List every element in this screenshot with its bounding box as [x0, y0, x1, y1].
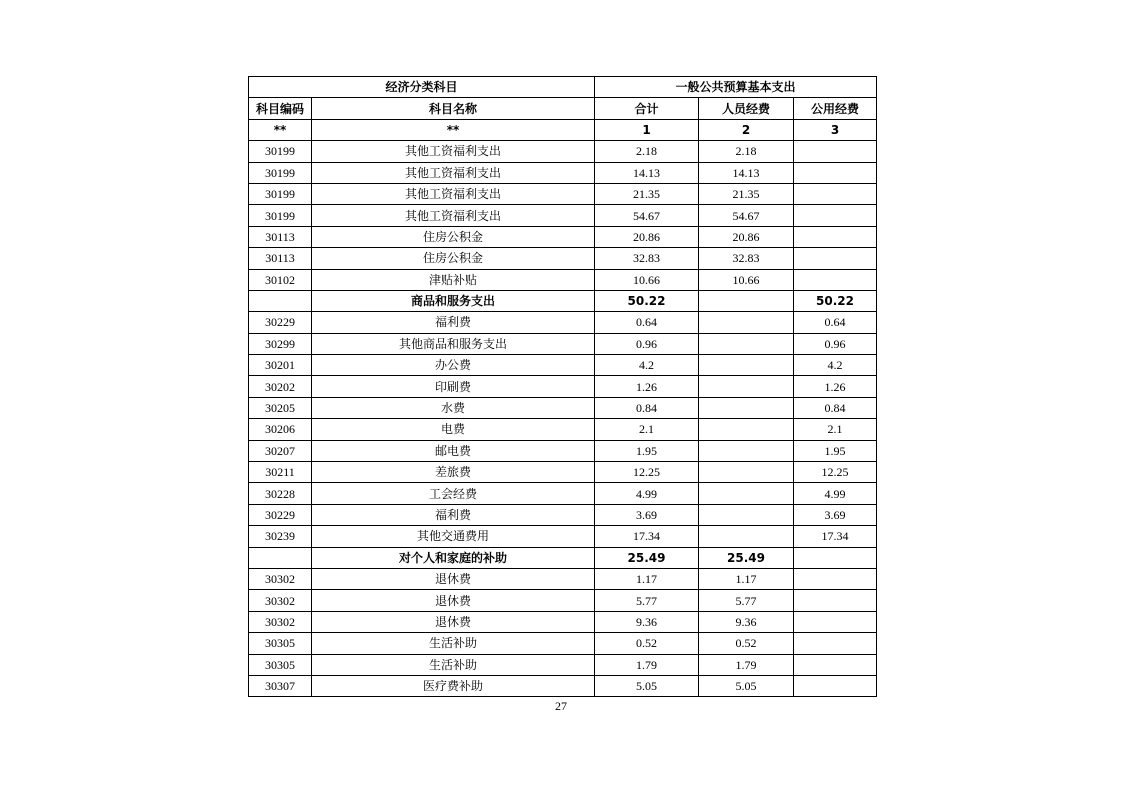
- table-row: [249, 526, 877, 547]
- personnel-cell: 10.66: [699, 269, 794, 290]
- account-code-cell: 30239: [249, 526, 312, 547]
- account-name-cell: 住房公积金: [312, 226, 595, 247]
- total-cell: 21.35: [595, 183, 699, 204]
- personnel-cell: [699, 440, 794, 461]
- account-code-cell: 30305: [249, 654, 312, 675]
- account-code-cell: 30302: [249, 590, 312, 611]
- public-cell: 2.1: [794, 419, 877, 440]
- public-cell: 1.95: [794, 440, 877, 461]
- table-row: [249, 633, 877, 654]
- account-code-cell: 30199: [249, 205, 312, 226]
- account-name-cell: 退休费: [312, 590, 595, 611]
- account-code-cell: 30211: [249, 462, 312, 483]
- public-cell: [794, 547, 877, 568]
- account-name-cell: 其他工资福利支出: [312, 162, 595, 183]
- code-column-header: 科目编码: [249, 98, 312, 119]
- personnel-cell: [699, 397, 794, 418]
- account-name-cell: 其他交通费用: [312, 526, 595, 547]
- personnel-cell: 1.17: [699, 568, 794, 589]
- total-cell: 1.17: [595, 568, 699, 589]
- personnel-cell: [699, 419, 794, 440]
- column-header-row: [249, 98, 877, 119]
- table-row: [249, 440, 877, 461]
- total-cell: 20.86: [595, 226, 699, 247]
- total-cell: 17.34: [595, 526, 699, 547]
- account-code-cell: 30229: [249, 504, 312, 525]
- personnel-cell: 5.77: [699, 590, 794, 611]
- account-name-cell: 水费: [312, 397, 595, 418]
- public-cell: 50.22: [794, 290, 877, 311]
- table-row: [249, 355, 877, 376]
- account-name-cell: 商品和服务支出: [312, 290, 595, 311]
- account-code-cell: [249, 290, 312, 311]
- table-row: [249, 333, 877, 354]
- total-cell: 25.49: [595, 547, 699, 568]
- personnel-cell: [699, 355, 794, 376]
- public-cell: 1.26: [794, 376, 877, 397]
- account-code-cell: 30102: [249, 269, 312, 290]
- public-cell: 4.99: [794, 483, 877, 504]
- public-cell: [794, 226, 877, 247]
- account-code-cell: 30113: [249, 226, 312, 247]
- table-row: [249, 269, 877, 290]
- public-cell: [794, 675, 877, 696]
- public-cell: [794, 141, 877, 162]
- total-cell: 9.36: [595, 611, 699, 632]
- category-subtotal-row: [249, 547, 877, 568]
- personnel-cell: 9.36: [699, 611, 794, 632]
- personnel-cell: [699, 333, 794, 354]
- table-row: [249, 419, 877, 440]
- public-cell: 0.64: [794, 312, 877, 333]
- public-cell: 0.84: [794, 397, 877, 418]
- name-column-header: 科目名称: [312, 98, 595, 119]
- account-name-cell: 医疗费补助: [312, 675, 595, 696]
- account-name-cell: 住房公积金: [312, 248, 595, 269]
- public-cell: [794, 568, 877, 589]
- public-cell: 4.2: [794, 355, 877, 376]
- total-cell: 0.52: [595, 633, 699, 654]
- total-cell: 12.25: [595, 462, 699, 483]
- index-row: [249, 119, 877, 140]
- category-subtotal-row: [249, 290, 877, 311]
- total-cell: 5.77: [595, 590, 699, 611]
- account-code-cell: 30199: [249, 162, 312, 183]
- general-budget-header: 一般公共预算基本支出: [595, 77, 877, 98]
- personnel-cell: 20.86: [699, 226, 794, 247]
- personnel-cell: 25.49: [699, 547, 794, 568]
- personnel-cell: 54.67: [699, 205, 794, 226]
- account-code-cell: 30228: [249, 483, 312, 504]
- account-code-cell: 30199: [249, 183, 312, 204]
- account-name-cell: 其他商品和服务支出: [312, 333, 595, 354]
- total-cell: 2.18: [595, 141, 699, 162]
- account-name-cell: 其他工资福利支出: [312, 141, 595, 162]
- account-name-cell: 邮电费: [312, 440, 595, 461]
- index-cell: **: [249, 119, 312, 140]
- personnel-cell: 2.18: [699, 141, 794, 162]
- table-row: [249, 675, 877, 696]
- public-cell: [794, 183, 877, 204]
- personnel-cell: 21.35: [699, 183, 794, 204]
- total-cell: 10.66: [595, 269, 699, 290]
- table-row: [249, 654, 877, 675]
- account-code-cell: 30302: [249, 611, 312, 632]
- table-row: [249, 226, 877, 247]
- personnel-cell: 32.83: [699, 248, 794, 269]
- total-cell: 3.69: [595, 504, 699, 525]
- public-cell: [794, 590, 877, 611]
- account-name-cell: 津贴补贴: [312, 269, 595, 290]
- total-cell: 4.2: [595, 355, 699, 376]
- econ-class-header: 经济分类科目: [249, 77, 595, 98]
- total-column-header: 合计: [595, 98, 699, 119]
- total-cell: 0.84: [595, 397, 699, 418]
- total-cell: 1.79: [595, 654, 699, 675]
- table-row: [249, 248, 877, 269]
- account-name-cell: 印刷费: [312, 376, 595, 397]
- total-cell: 0.64: [595, 312, 699, 333]
- table-row: [249, 397, 877, 418]
- personnel-cell: 5.05: [699, 675, 794, 696]
- account-code-cell: 30307: [249, 675, 312, 696]
- account-name-cell: 差旅费: [312, 462, 595, 483]
- public-cell: [794, 633, 877, 654]
- table-row: [249, 312, 877, 333]
- personnel-cell: [699, 376, 794, 397]
- table-row: [249, 183, 877, 204]
- account-code-cell: 30199: [249, 141, 312, 162]
- account-name-cell: 退休费: [312, 568, 595, 589]
- account-code-cell: 30202: [249, 376, 312, 397]
- account-code-cell: 30305: [249, 633, 312, 654]
- account-name-cell: 电费: [312, 419, 595, 440]
- table-row: [249, 141, 877, 162]
- public-cell: [794, 248, 877, 269]
- total-cell: 14.13: [595, 162, 699, 183]
- table-row: [249, 483, 877, 504]
- page-number: 27: [555, 699, 567, 713]
- public-cell: [794, 205, 877, 226]
- total-cell: 54.67: [595, 205, 699, 226]
- table-row: [249, 162, 877, 183]
- account-name-cell: 办公费: [312, 355, 595, 376]
- personnel-cell: [699, 504, 794, 525]
- index-cell: 1: [595, 119, 699, 140]
- account-code-cell: 30299: [249, 333, 312, 354]
- index-cell: 2: [699, 119, 794, 140]
- group-header-row: [249, 77, 877, 98]
- table-row: [249, 568, 877, 589]
- table-row: [249, 462, 877, 483]
- table-row: [249, 205, 877, 226]
- personnel-cell: [699, 312, 794, 333]
- table-body: [249, 141, 877, 697]
- account-name-cell: 福利费: [312, 312, 595, 333]
- account-name-cell: 生活补助: [312, 654, 595, 675]
- public-cell: 0.96: [794, 333, 877, 354]
- account-name-cell: 其他工资福利支出: [312, 183, 595, 204]
- account-code-cell: 30205: [249, 397, 312, 418]
- personnel-cell: 0.52: [699, 633, 794, 654]
- personnel-cell: [699, 526, 794, 547]
- index-cell: 3: [794, 119, 877, 140]
- personnel-cell: [699, 290, 794, 311]
- account-name-cell: 工会经费: [312, 483, 595, 504]
- account-code-cell: [249, 547, 312, 568]
- personnel-cell: [699, 462, 794, 483]
- table-row: [249, 376, 877, 397]
- index-cell: **: [312, 119, 595, 140]
- account-code-cell: 30207: [249, 440, 312, 461]
- account-code-cell: 30302: [249, 568, 312, 589]
- total-cell: 1.95: [595, 440, 699, 461]
- budget-expenditure-table: [248, 76, 877, 697]
- account-name-cell: 退休费: [312, 611, 595, 632]
- public-cell: [794, 269, 877, 290]
- public-cell: 12.25: [794, 462, 877, 483]
- total-cell: 5.05: [595, 675, 699, 696]
- account-name-cell: 对个人和家庭的补助: [312, 547, 595, 568]
- total-cell: 50.22: [595, 290, 699, 311]
- account-name-cell: 福利费: [312, 504, 595, 525]
- total-cell: 32.83: [595, 248, 699, 269]
- public-cell: [794, 654, 877, 675]
- public-cell: [794, 162, 877, 183]
- account-name-cell: 生活补助: [312, 633, 595, 654]
- total-cell: 0.96: [595, 333, 699, 354]
- public-cell: [794, 611, 877, 632]
- personnel-cell: 1.79: [699, 654, 794, 675]
- account-code-cell: 30113: [249, 248, 312, 269]
- table-row: [249, 504, 877, 525]
- personnel-column-header: 人员经费: [699, 98, 794, 119]
- total-cell: 1.26: [595, 376, 699, 397]
- total-cell: 2.1: [595, 419, 699, 440]
- account-code-cell: 30206: [249, 419, 312, 440]
- total-cell: 4.99: [595, 483, 699, 504]
- personnel-cell: 14.13: [699, 162, 794, 183]
- table-row: [249, 611, 877, 632]
- personnel-cell: [699, 483, 794, 504]
- public-cell: 17.34: [794, 526, 877, 547]
- public-column-header: 公用经费: [794, 98, 877, 119]
- account-code-cell: 30229: [249, 312, 312, 333]
- account-code-cell: 30201: [249, 355, 312, 376]
- public-cell: 3.69: [794, 504, 877, 525]
- table-row: [249, 590, 877, 611]
- account-name-cell: 其他工资福利支出: [312, 205, 595, 226]
